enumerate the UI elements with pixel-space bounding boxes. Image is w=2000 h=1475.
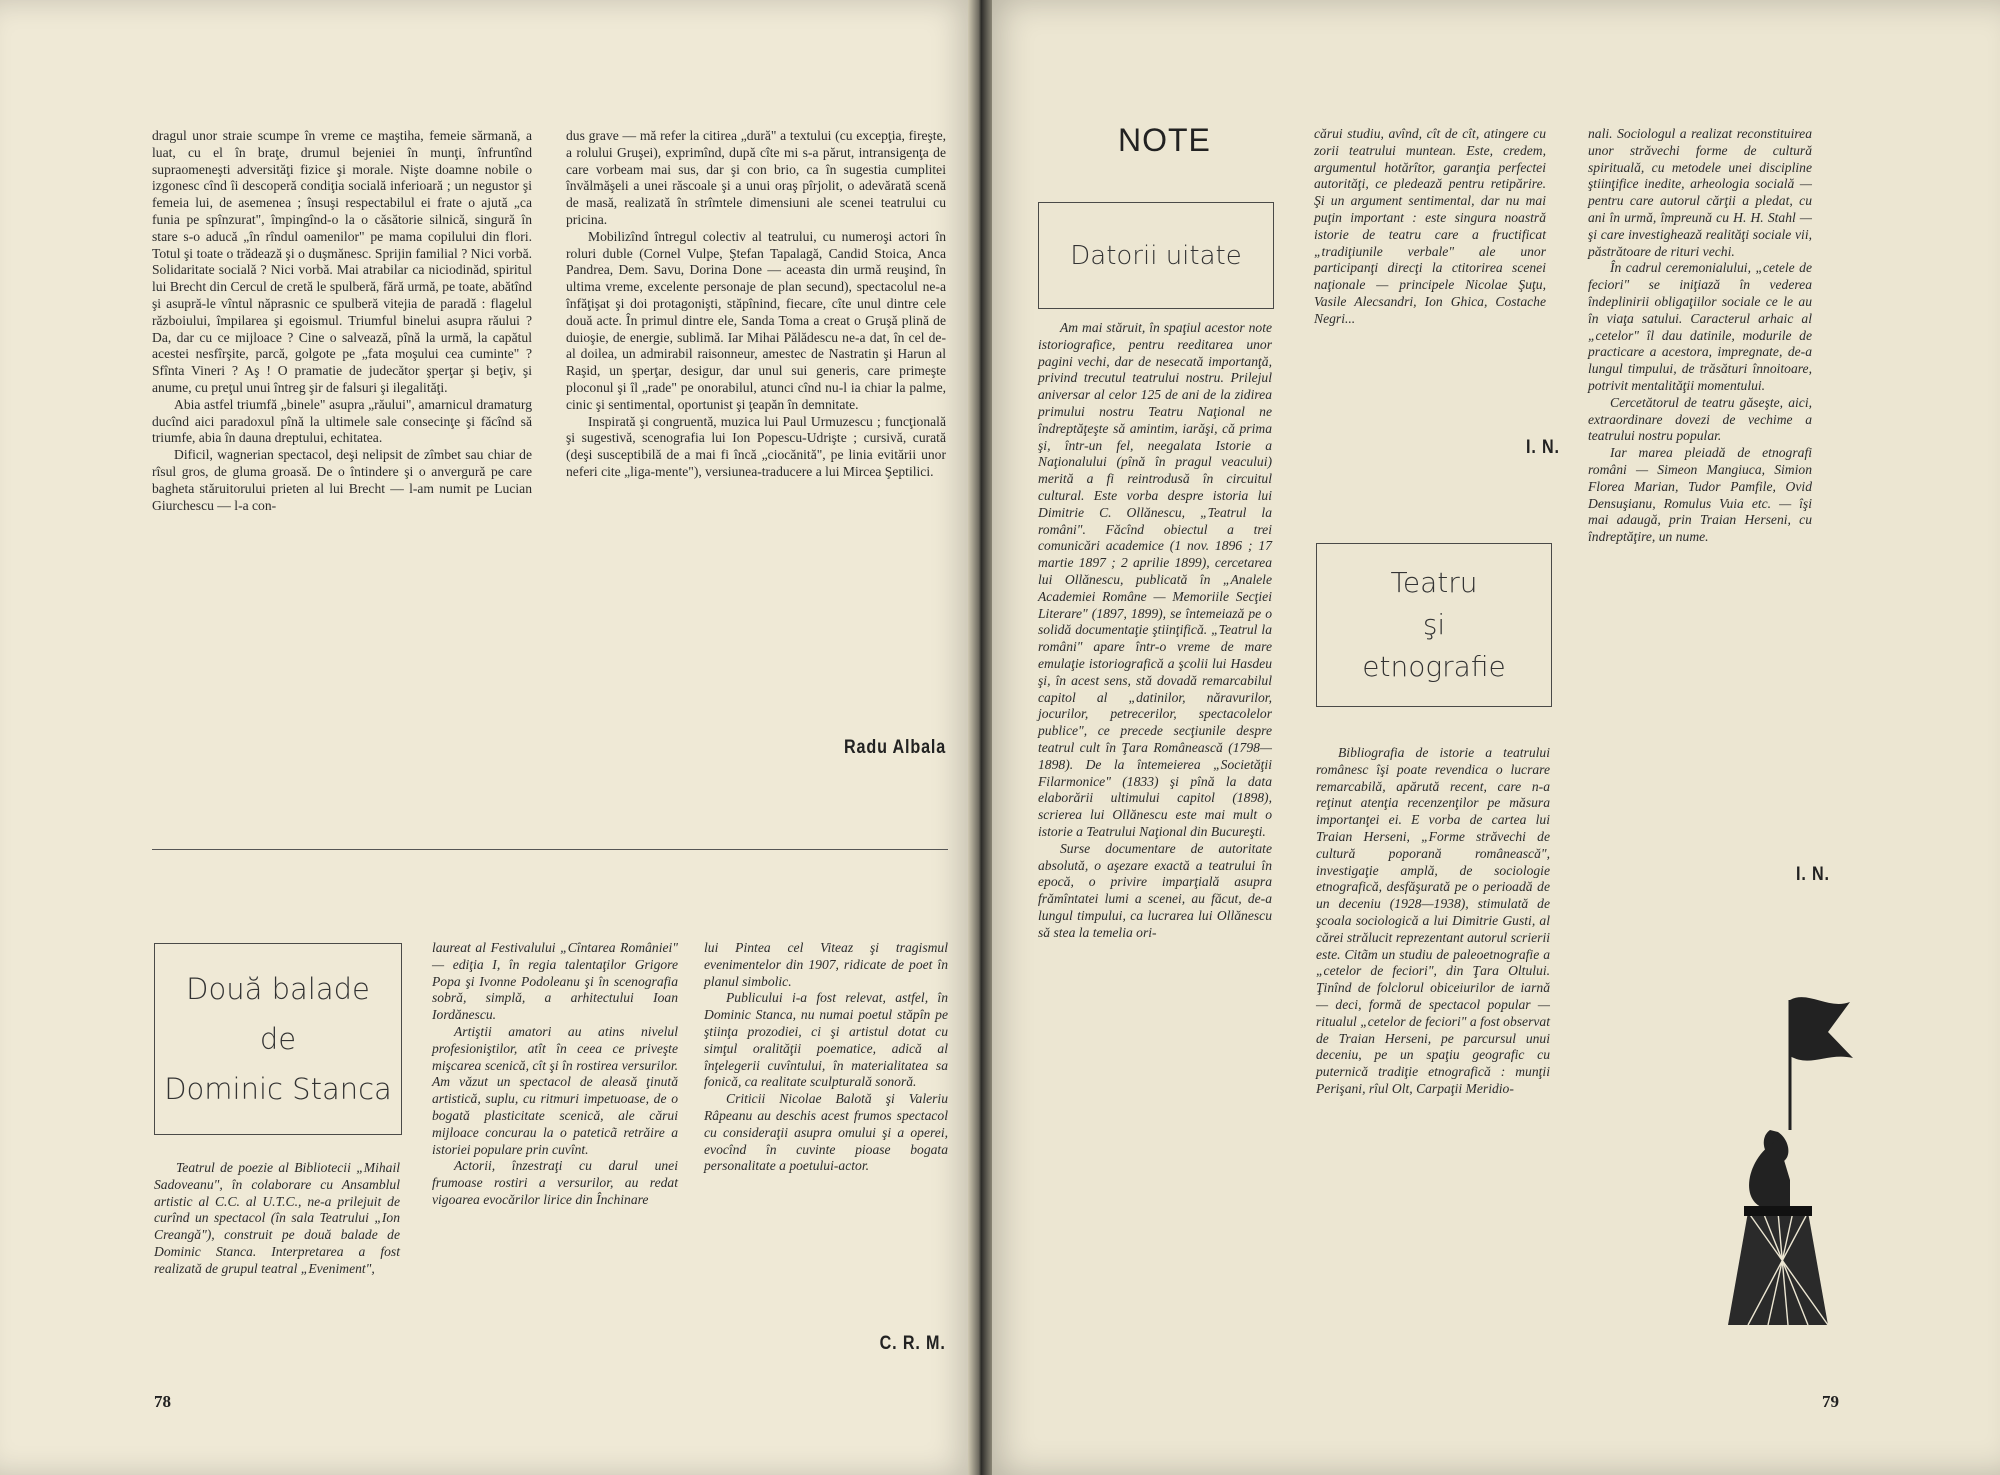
teatru-col2 xyxy=(1588,126,1812,546)
balade-col1 xyxy=(154,1160,400,1278)
right-page xyxy=(978,0,2000,1475)
datorii-col2 xyxy=(1314,126,1546,328)
paragraph: Dificil, wagnerian spectacol, deşi nelipsit de zîmbet sau chiar de rîsul gros, de gluma groasă. De o întindere şi o anvergură pe care bagheta stăruitorului prieten al lui Brecht — l-am numit pe Lucian Giurchescu — l-a con- xyxy=(152,447,532,513)
title-box-doua-balade xyxy=(154,943,402,1135)
section-divider xyxy=(152,849,948,850)
signature-in-2: I. N. xyxy=(1795,864,1830,885)
title-line: Dominic Stanca xyxy=(164,1072,392,1106)
book-gutter xyxy=(968,0,992,1475)
paragraph: laureat al Festivalului „Cîntarea României" — ediţia I, în regia talentaţilor Grigore Popa şi Ivonne Podoleanu şi în scenografia sobră, simplă, a arhitectului Ioan Iordănescu. xyxy=(432,940,678,1023)
paragraph: cărui studiu, avînd, cît de cît, atingere cu zorii teatrului muntean. Este, credem, argumentul hotărîtor, garanţia perfectei autorităţi, ce pledează pentru retipărire. Şi un argument sentimental, dar nu mai puţin important : este singura noastră istorie de teatru care a fructificat „tradiţiunile verbale" ale unor participanţi direcţi la ctitorirea scenei naţionale — principele Nicolae Şuţu, Vasile Alecsandri, Ion Ghica, Costache Negri... xyxy=(1314,126,1546,326)
title-line: Două balade xyxy=(186,972,370,1006)
paragraph: Am mai stăruit, în spaţiul acestor note istoriografice, pentru reeditarea unor pagini vechi, dar de nesecată importanţă, privind trecutul teatrului nostru. Prilejul aniversar al celor 125 de ani de la zidirea primului nostru Teatru Naţional ne îndreptăţeşte să amintim, iarăşi, că prima şi, într-un fel, neegalata Istorie a Naţionalului (pînă în pragul veacului) merită a fi reintrodusă în circuitul cultural. Este vorba despre istoria lui Dimitrie C. Ollănescu, „Teatrul la români". Făcînd obiectul a trei comunicări academice (1 nov. 1896 ; 17 martie 1897 ; 2 aprilie 1899), cercetarea lui Ollănescu, publicată în „Analele Academiei Române — Memoriile Secţiei Literare" (1897, 1899), se întemeiază pe o solidă documentaţie ştiinţifică. „Teatrul la români" apare într-o vreme de mare emulaţie istoriografică a şcolii lui Hasdeu şi, în acest sens, stă dovadă remarcabilul capitol al „datinilor, năravurilor, jocurilor, petrecerilor, spectacolelor publice", ce precede secţiunile despre teatrul cult în Ţara Românească (1798—1898). De la întemeierea „Societăţii Filarmonice" (1833) şi pînă la data elaborării ultimului capitol (1898), scrierea lui Ollănescu este mai mult o istorie a Teatrului Naţional din Bucureşti. xyxy=(1038,320,1272,839)
paragraph: Iar marea pleiadă de etnografi români — Simeon Mangiuca, Simion Florea Marian, Tudor Pamfile, Ovid Densuşianu, Romulus Vuia etc. — îşi mai adaugă, prin Traian Herseni, cu îndreptăţire, un nume. xyxy=(1588,445,1812,545)
balade-col3 xyxy=(704,940,948,1175)
signature-radu-albala: Radu Albala xyxy=(843,737,946,758)
paragraph: Mobilizînd întregul colectiv al teatrului, cu numeroşi actori în roluri duble (Cornel Vulpe, Ştefan Tapalagă, Candid Stoica, Anca Pandrea, Dem. Savu, Dorina Done — aceasta din urmă reuşind, în ultima vreme, excelente personaje de plan secund), spectacolul ne-a înfăţişat şi doi protagonişti, stăpînind, fiecare, cîte unul dintre cele două acte. În primul dintre ele, Sanda Toma a creat o Gruşă plină de duioşie, de energie, sublimă. Iar Mihai Pălădescu ne-a dat, în cel de-al doilea, un admirabil raisonneur, amestec de Nastratin şi Harun al Raşid, un şperţar, desigur, dar unul sui generis, care primeşte ploconul şi îl „rade" pe onorabilul, atunci cînd nu-l ia chiar la palme, cinic şi sentimental, oportunist şi ţeapăn în demnitate. xyxy=(566,228,946,412)
signature-crm: C. R. M. xyxy=(879,1333,946,1354)
paragraph: lui Pintea cel Viteaz şi tragismul evenimentelor din 1907, ridicate de poet în planul simbolic. xyxy=(704,940,948,989)
title-line: şi xyxy=(1422,608,1446,641)
paragraph: dus grave — mă refer la citirea „dură" a textului (cu excepţia, fireşte, a rolului Gruşei), exprimînd, după cîte mi s-a părut, intransigenţa de care vorbeam mai sus, dar şi con brio, ca în sugestia cumplitei învălmăşeli a unei răscoale şi a unui oraş pîrjolit, o adevărată scenă de masă, realizată în strîmtele dimensiuni ale scenei teatrului cu pricina. xyxy=(566,128,946,227)
datorii-col1 xyxy=(1038,320,1272,941)
title-line: Teatru xyxy=(1390,566,1478,599)
page-number-right: 79 xyxy=(1822,1392,1839,1411)
paragraph: Criticii Nicolae Balotă şi Valeriu Râpeanu au deschis acest frumos spectacol cu consideraţii asupra omului şi a operei, evocînd în cuvinte pioase bogata personalitate a poetului-actor. xyxy=(704,1091,948,1174)
title-box-teatru-etnografie xyxy=(1316,543,1552,707)
teatru-col1 xyxy=(1316,745,1550,1098)
signature-in-1: I. N. xyxy=(1525,437,1560,458)
title-line: etnografie xyxy=(1362,650,1506,683)
paragraph: dragul unor straie scumpe în vreme ce maştiha, femeie sărmană, a luat, cu el în braţe, drumul bejeniei în munţi, înfruntînd supraomeneşti adversităţi fizice şi morale. Nişte doamne nobile o izgonesc cînd îi descoperă condiţia socială inferioară ; un negustor şi femeia lui, de asemenea ; însuşi respectabilul ei frate o ajută „ca funia pe spînzurat", împingînd-o la o căsătorie silnică, singură în stare s-o aducă „în rîndul oamenilor" pe mama copilului din flori. Totul şi toate o trădează şi o duşmănesc. Sprijin familial ? Nici vorbă. Solidaritate socială ? Nici vorbă. Mai atrabilar ca niciodinăd, spiritul lui Brecht din Cercul de cretă le spulberă, fără urmă, pe toate, abătînd şi asupră-le vîntul năprasnic ce spulberă vitejia de paradă : flagelul războiului, împilarea şi egoismul. Triumful binelui asupra răului ? Da, dar cu ce mijloace ? Cine o salvează, pînă la urmă, la capătul acestei nesfîrşite, parcă, golgote pe „fata moşului cea cuminte" ? Sfînta Vineri ? Aş ! O pramatie de judecător şperţar şi beţiv, şi anume, cu preţul unui întreg şir de falsuri şi ilegalităţi. xyxy=(152,128,532,395)
paragraph: În cadrul ceremonialului, „cetele de feciori" se iniţiază în vederea îndeplinirii obligaţiilor sociale ce le au în viaţa satului. Caracterul arhaic al „cetelor" îl dau datinile, modurile de practicare a acestora, impregnate, de-a lungul timpului, de trăsături înnoitoare, potrivit mentalităţii momentului. xyxy=(1588,260,1812,393)
paragraph: Surse documentare de autoritate absolută, o aşezare exactă a teatrului în epocă, o privire imparţială asupra frămîntatei lumi a scenei, au făcut, de-a lungul timpului, ca lucrarea lui Ollănescu să stea la temelia ori- xyxy=(1038,840,1272,940)
title-box-datorii-uitate xyxy=(1038,202,1274,309)
paragraph: Inspirată şi congruentă, muzica lui Paul Urmuzescu ; funcţională şi sugestivă, scenografia lui Ion Popescu-Udrişte ; cursivă, curată (deşi susceptibilă de a mai fi încă „ciocănită", pe linia evitării unor neferi cite „liga-mente"), versiunea-traducere a lui Mircea Şeptilici. xyxy=(566,413,946,479)
left-page xyxy=(0,0,978,1475)
radu-article-col2 xyxy=(566,128,946,481)
paragraph: Publicului i-a fost relevat, astfel, în Dominic Stanca, nu numai poetul stăpîn pe ştiinţa prozodiei, ci şi artistul dotat cu simţul oralităţii poematice, adică al înţelegerii cuvîntului, în materialitatea sa fonică, ca realitate sculpturală sonoră. xyxy=(704,990,948,1090)
balade-col2 xyxy=(432,940,678,1209)
paragraph: Bibliografia de istorie a teatrului românesc îşi poate revendica o lucrare remarcabilă, apărută recent, care n-a reţinut atenţia recenzenţilor pe măsura importanţei ei. E vorba de cartea lui Traian Herseni, „Forme străvechi de cultură poporană românească", investigaţie amplă, de sociologie etnografică, desfăşurată pe o perioadă de un deceniu (1928—1938), stimulată de şcoala sociologică a lui Dimitrie Gusti, al cărei strălucit reprezentant autorul scrierii este. Citãm un studiu de paleoetnografie a „cetelor de feciori", din Ţara Oltului. Ţinînd de folclorul obiceiurilor de iarnă — deci, formă de spectacol popular — ritualul „cetelor de feciori" a fost observat de Traian Herseni, pe parcursul unui deceniu, pe un spaţiu geografic cu puternică tradiţie etnografică : munţii Perişani, rîul Olt, Carpaţii Meridio- xyxy=(1316,745,1550,1096)
paragraph: Teatrul de poezie al Bibliotecii „Mihail Sadoveanu", în colaborare cu Ansamblul artistic al C.C. al U.T.C., ne-a prilejuit de curînd un spectacol (în sala Teatrului „Ion Creangă"), construit pe două balade de Dominic Stanca. Interpretarea a fost realizată de grupul teatral „Eveniment", xyxy=(154,1160,400,1276)
title-line: de xyxy=(259,1022,297,1056)
paragraph: Actorii, înzestraţi cu darul unei frumoase rostiri a versurilor, au redat vigoarea evocărilor lirice din Închinare xyxy=(432,1158,678,1207)
page-number-left: 78 xyxy=(154,1392,171,1411)
section-title-note: NOTE xyxy=(1118,122,1211,158)
paragraph: nali. Sociologul a realizat reconstituirea unor străvechi forme de cultură spirituală, cu metodele unei discipline ştiinţifice inedite, arheologia socială — pentru care autorul cărţii a pledat, cu ani în urmă, împreună cu H. H. Stahl — şi care investighează realităţi sociale vii, păstrătoare de rituri vechi. xyxy=(1588,126,1812,259)
title-text: Datorii uitate xyxy=(1070,240,1242,271)
paragraph: Artiştii amatori au atins nivelul profesioniştilor, atît în ceea ce priveşte mişcarea scenică, cît şi în rostirea versurilor. Am văzut un spectacol de aleasă ţinută artistică, suplu, cu ritmuri impetuoase, de o bogată plasticitate scenică, ale cărui mijloace concurau la o pateticã retrăire a istoriei populare prin cuvînt. xyxy=(432,1023,678,1157)
paragraph: Abia astfel triumfă „binele" asupra „răului", amarnicul dramaturg ducînd aici paradoxul pînă la ultimele sale consecinţe şi făcînd să triumfe, abia în dauna dreptului, echitatea. xyxy=(152,396,532,446)
radu-article-col1 xyxy=(152,128,532,514)
folk-figure-illustration xyxy=(1678,980,1858,1360)
paragraph: Cercetătorul de teatru găseşte, aici, extraordinare dovezi de vechime a teatrului nostru popular. xyxy=(1588,394,1812,444)
